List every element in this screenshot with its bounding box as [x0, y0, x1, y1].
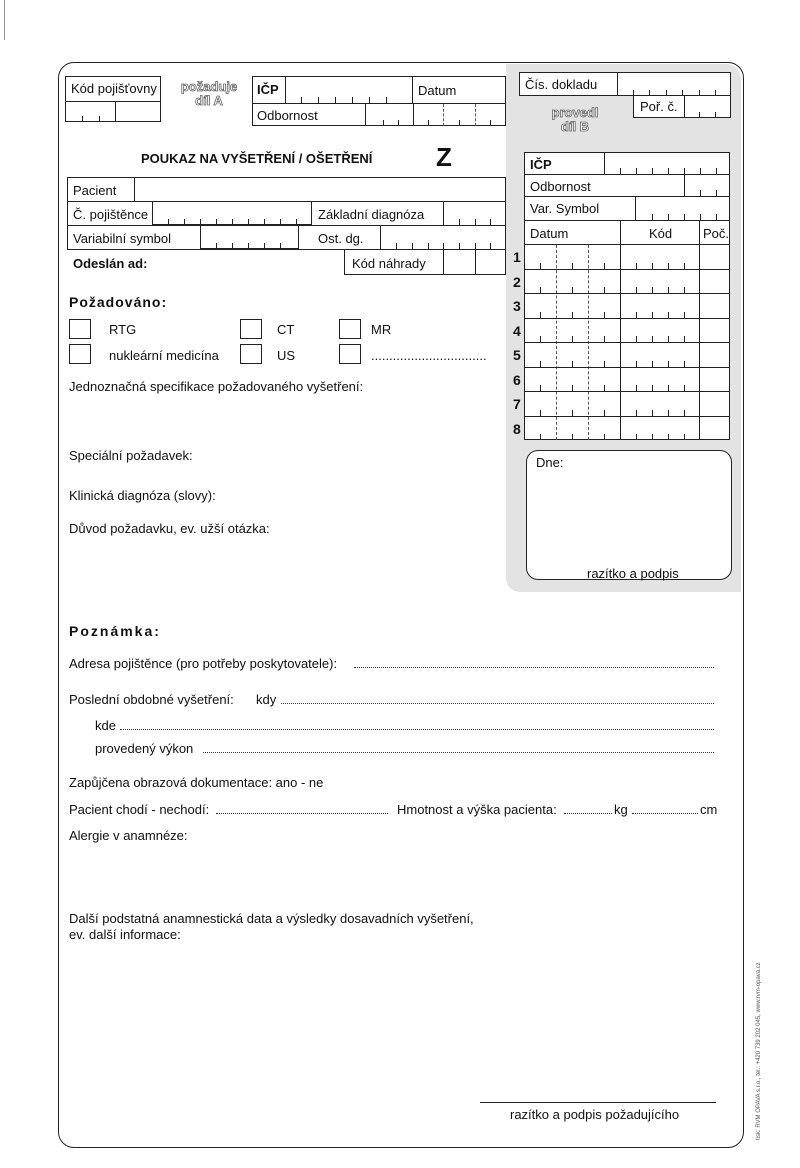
- kod-nahrady-label: Kód náhrady: [352, 256, 426, 271]
- rtg-checkbox[interactable]: [69, 319, 91, 339]
- pozaduje-label: požaduje: [180, 79, 238, 94]
- table-row[interactable]: [524, 416, 730, 441]
- table-row[interactable]: [524, 391, 730, 416]
- dil-b-label: díl B: [560, 119, 590, 134]
- table-row[interactable]: [524, 293, 730, 318]
- hmotnost-kg-line[interactable]: [564, 813, 612, 814]
- odeslan-ad-label: Odeslán ad:: [73, 256, 148, 271]
- digit-tick: [668, 434, 669, 440]
- adresa-label: Adresa pojištěnce (pro potřeby poskytovatele):: [69, 656, 338, 671]
- table-row[interactable]: [524, 342, 730, 367]
- mr-checkbox[interactable]: [339, 319, 361, 339]
- nuklearni-label: nukleární medicína: [109, 348, 219, 363]
- dne-label: Dne:: [536, 455, 564, 470]
- cm-label: cm: [700, 802, 718, 817]
- provedl-label: provedl: [551, 105, 599, 120]
- razitko-pozadujiciho-label: razítko a podpis požadujícího: [510, 1107, 680, 1122]
- table-row[interactable]: [524, 244, 730, 269]
- row-number: 2: [513, 273, 521, 290]
- provedeny-label: provedený výkon: [95, 741, 194, 756]
- variabilni-symbol-label: Variabilní symbol: [73, 231, 172, 246]
- form-title: POUKAZ NA VYŠETŘENÍ / OŠETŘENÍ: [141, 151, 373, 166]
- row-number: 8: [513, 420, 521, 437]
- rtg-label: RTG: [109, 322, 137, 337]
- pozadovano-heading: Požadováno:: [69, 294, 168, 310]
- signature-line[interactable]: [480, 1102, 716, 1103]
- zapujcena-label: Zapůjčena obrazová dokumentace: ano - ne: [69, 775, 324, 790]
- zakladni-diagnoza-label: Základní diagnóza: [318, 207, 425, 222]
- printer-credit: tisk: RVM OPAVA s.r.o., tel.: +420 739 202 045, www.rvm-opava.cz: [756, 962, 762, 1140]
- odbornost-label: Odbornost: [257, 108, 318, 123]
- row-number: 1: [513, 249, 521, 265]
- dalsi-label-2: ev. další informace:: [69, 927, 181, 942]
- kdy-line[interactable]: [281, 703, 714, 704]
- us-checkbox[interactable]: [240, 344, 262, 364]
- poc-col-label: Poč.: [703, 226, 730, 241]
- poznamka-heading: Poznámka:: [69, 623, 161, 639]
- row-number: 4: [513, 322, 521, 339]
- table-row[interactable]: [524, 318, 730, 343]
- us-label: US: [277, 348, 296, 363]
- ct-label: CT: [277, 322, 295, 337]
- klinicka-label: Klinická diagnóza (slovy):: [69, 488, 216, 503]
- kdy-label: kdy: [256, 692, 277, 707]
- pacient-label: Pacient: [73, 183, 117, 198]
- dil-a-label: díl A: [195, 93, 223, 108]
- datum-label: Datum: [418, 83, 457, 98]
- kde-label: kde: [95, 718, 116, 733]
- specialni-label: Speciální požadavek:: [69, 448, 193, 463]
- kde-line[interactable]: [120, 729, 714, 730]
- pacient-chodi-label: Pacient chodí - nechodí:: [69, 802, 210, 817]
- row-number: 3: [513, 298, 521, 314]
- kg-label: kg: [614, 802, 628, 817]
- variabilni-symbol-field[interactable]: [200, 225, 299, 249]
- digit-tick: [652, 434, 653, 440]
- ct-checkbox[interactable]: [240, 319, 262, 339]
- c-pojistence-label: Č. pojištěnce: [73, 207, 149, 222]
- mr-label: MR: [371, 322, 392, 337]
- row-number: 5: [513, 347, 521, 363]
- alergie-label: Alergie v anamnéze:: [69, 828, 188, 843]
- posledni-label: Poslední obdobné vyšetření:: [69, 692, 234, 707]
- other-checkbox[interactable]: [339, 344, 361, 364]
- pacient-chodi-line[interactable]: [216, 813, 388, 814]
- right-icp-label: IČP: [530, 157, 552, 172]
- icp-label: IČP: [257, 82, 279, 97]
- hmotnost-label: Hmotnost a výška pacienta:: [397, 802, 557, 817]
- dalsi-label-1: Další podstatná anamnestická data a výsledky dosavadních vyšetření,: [69, 911, 474, 926]
- duvod-label: Důvod požadavku, ev. užší otázka:: [69, 521, 270, 536]
- kod-pojistovny-field[interactable]: [65, 101, 116, 122]
- razitko-label: razítko a podpis: [587, 566, 679, 581]
- nuklearni-checkbox[interactable]: [69, 344, 91, 364]
- specifikace-label: Jednoznačná specifikace požadovaného vyšetření:: [69, 379, 364, 394]
- row-number: 7: [513, 396, 521, 412]
- left-edge-mark: [4, 0, 5, 40]
- cis-dokladu-label: Čís. dokladu: [525, 77, 598, 92]
- form-letter-z: Z: [436, 142, 452, 172]
- datum-col-label: Datum: [530, 226, 569, 241]
- kod-col-label: Kód: [649, 226, 673, 241]
- digit-tick: [540, 434, 541, 440]
- digit-tick: [684, 434, 685, 440]
- pacient-field[interactable]: [134, 177, 506, 201]
- adresa-line[interactable]: [354, 667, 714, 668]
- digit-tick: [572, 434, 573, 440]
- provedeny-line[interactable]: [203, 752, 714, 753]
- digit-tick: [604, 434, 605, 440]
- var-symbol-label: Var. Symbol: [530, 201, 600, 216]
- digit-tick: [636, 434, 637, 440]
- kod-pojistovny-label: Kód pojišťovny: [71, 81, 157, 96]
- vyska-cm-line[interactable]: [632, 813, 698, 814]
- table-row[interactable]: [524, 367, 730, 392]
- row-number: 6: [513, 371, 521, 388]
- other-dots[interactable]: ................................: [371, 348, 487, 363]
- right-odbornost-label: Odbornost: [530, 179, 591, 194]
- por-c-label: Poř. č.: [640, 99, 678, 114]
- ost-dg-label: Ost. dg.: [318, 231, 364, 246]
- table-row[interactable]: [524, 269, 730, 294]
